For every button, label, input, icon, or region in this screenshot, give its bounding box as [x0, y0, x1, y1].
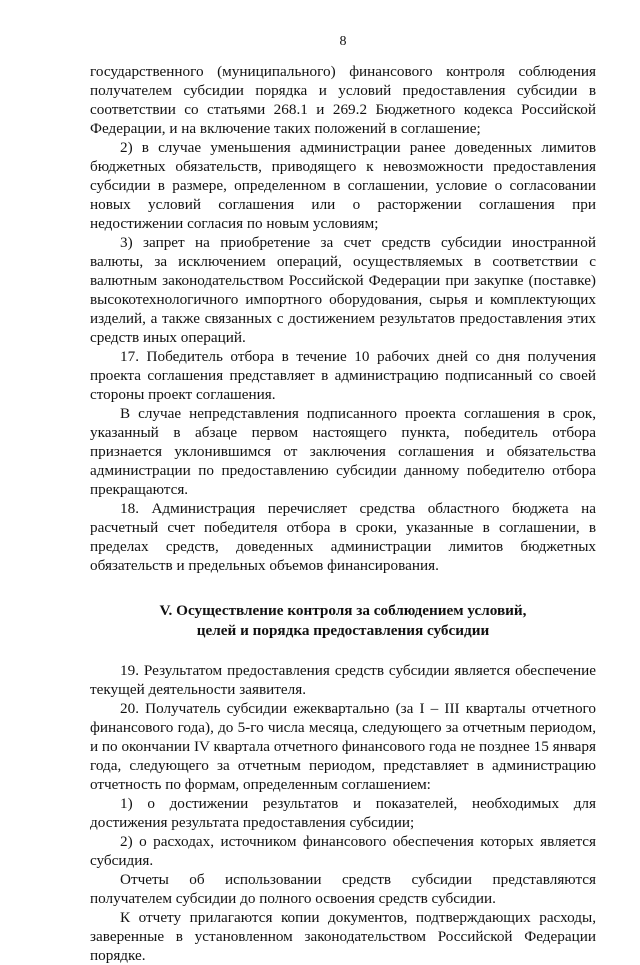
- section-heading: [90, 601, 596, 641]
- paragraph-reports-usage: Отчеты об использовании средств субсидии представляются получателем субсидии до полного освоения средств субсидии.: [90, 871, 596, 907]
- document-page: [90, 34, 596, 965]
- paragraph-report-item-2: 2) о расходах, источником финансового обеспечения которых является субсидия.: [90, 833, 596, 869]
- paragraph-item-2: 2) в случае уменьшения администрации ранее доведенных лимитов бюджетных обязательств, приводящего к невозможности предоставления субсидии в размере, определенном в соглашении, условие о согласовании новых условий соглашения или о расторжении соглашения при недостижении согласия по новым условиям;: [90, 139, 596, 232]
- paragraph-report-item-1: 1) о достижении результатов и показателей, необходимых для достижения результата предоставления субсидии;: [90, 795, 596, 831]
- paragraph-item-3: 3) запрет на приобретение за счет средств субсидии иностранной валюты, за исключением операций, осуществляемых в соответствии с валютным законодательством Российской Федерации при закупке (поставке) высокотехнологичного импортного оборудования, сырья и комплектующих изделий, а также связанных с достижением результатов предоставления этих средств иных операций.: [90, 234, 596, 346]
- paragraph-clause-19: 19. Результатом предоставления средств субсидии является обеспечение текущей деятельности заявителя.: [90, 662, 596, 698]
- paragraph-attachments: К отчету прилагаются копии документов, подтверждающих расходы, заверенные в установленном законодательством Российской Федерации порядке.: [90, 909, 596, 964]
- paragraph-clause-17-failure: В случае непредставления подписанного проекта соглашения в срок, указанный в абзаце первом настоящего пункта, победитель отбора признается уклонившимся от заключения соглашения и обязательства администрации по предоставлению субсидии данному победителю отбора прекращаются.: [90, 405, 596, 498]
- section-heading-line-2: целей и порядка предоставления субсидии: [196, 622, 490, 639]
- page-number: 8: [339, 34, 347, 49]
- paragraph-continuation: государственного (муниципального) финансового контроля соблюдения получателем субсидии порядка и условий предоставления субсидии в соответствии со статьями 268.1 и 269.2 Бюджетного кодекса Российской Федерации, и на включение таких положений в соглашение;: [90, 63, 596, 137]
- section-heading-line-1: V. Осуществление контроля за соблюдением условий,: [159, 602, 527, 619]
- paragraphs-after-section: [90, 661, 596, 965]
- paragraph-clause-20: 20. Получатель субсидии ежеквартально (за I – III кварталы отчетного финансового года), до 5-го числа месяца, следующего за отчетным периодом, и по окончании IV квартала отчетного финансового года не позднее 15 января года, следующего за отчетным периодом, представляет в администрацию отчетность по формам, определенным соглашением:: [90, 700, 596, 793]
- paragraph-clause-17: 17. Победитель отбора в течение 10 рабочих дней со дня получения проекта соглашения представляет в администрацию подписанный со своей стороны проект соглашения.: [90, 348, 596, 403]
- paragraphs-before-section: [90, 62, 596, 575]
- paragraph-clause-18: 18. Администрация перечисляет средства областного бюджета на расчетный счет победителя отбора в сроки, указанные в соглашении, в пределах средств, доведенных администрации лимитов бюджетных обязательств и предельных объемов финансирования.: [90, 500, 596, 574]
